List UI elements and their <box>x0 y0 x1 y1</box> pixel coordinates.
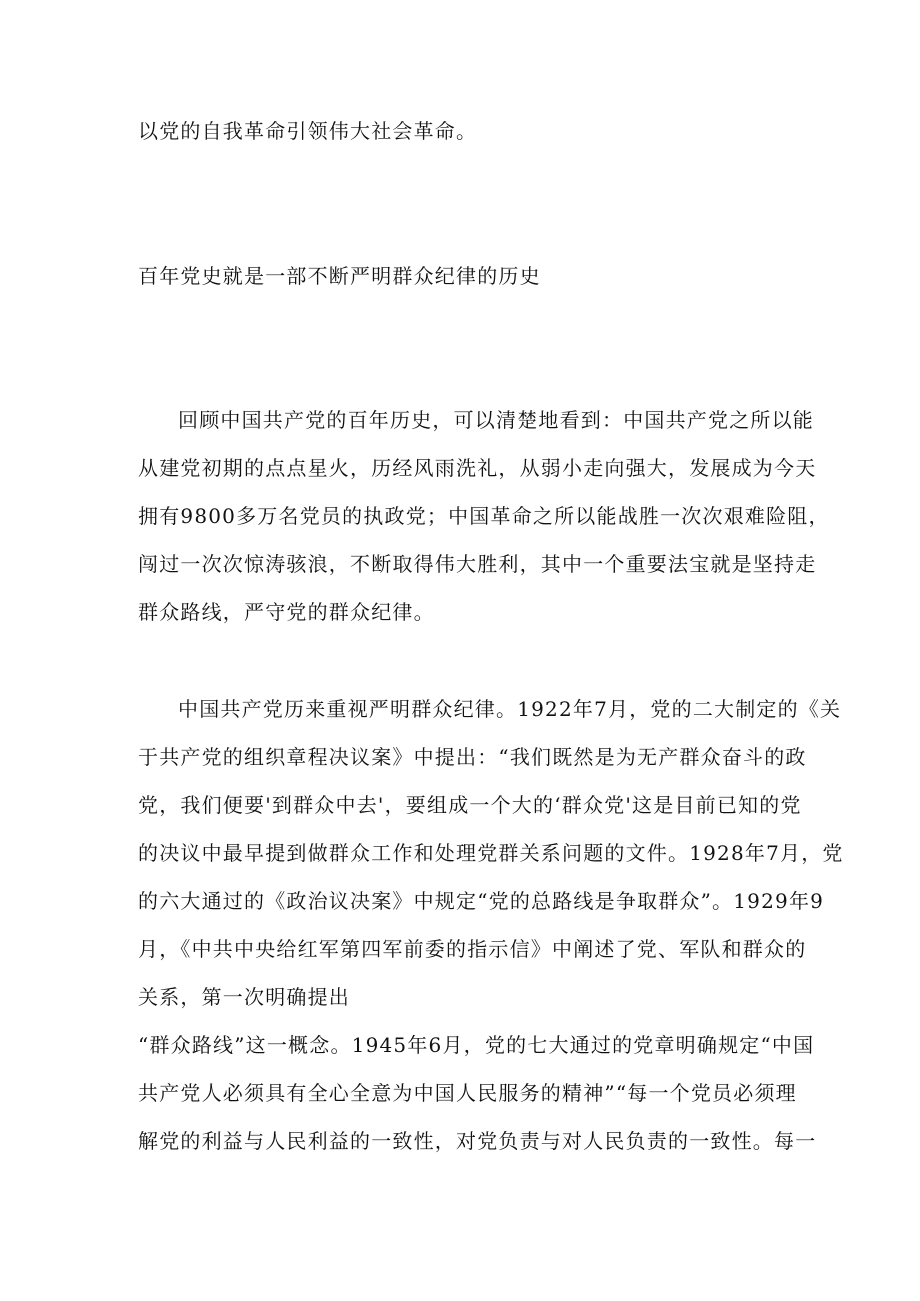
paragraph-line: 回顾中国共产党的百年历史，可以清楚地看到：中国共产党之所以能 <box>178 408 814 432</box>
paragraph-line: 群众路线，严守党的群众纪律。 <box>138 600 435 624</box>
paragraph-line: 共产党人必须具有全心全意为中国人民服务的精神”“每一个党员必须理 <box>138 1081 797 1105</box>
paragraph-line: 的决议中最早提到做群众工作和处理党群关系问题的文件。1928年7月，党 <box>138 841 844 865</box>
paragraph-line: 月，《中共中央给红军第四军前委的指示信》中阐述了党、军队和群众的 <box>138 937 807 961</box>
paragraph-line: 解党的利益与人民利益的一致性，对党负责与对人民负责的一致性。每一 <box>138 1129 817 1153</box>
paragraph-line: 于共产党的组织章程决议案》中提出：“我们既然是为无产群众奋斗的政 <box>138 745 807 769</box>
paragraph-line: “群众路线”这一概念。1945年6月，党的七大通过的党章明确规定“中国 <box>138 1033 815 1057</box>
paragraph-line: 的六大通过的《政治议决案》中规定“党的总路线是争取群众”。1929年9 <box>138 889 825 913</box>
intro-line: 以党的自我革命引领伟大社会革命。 <box>138 119 478 143</box>
paragraph-line: 党，我们便要'到群众中去'，要组成一个大的‘群众党'这是目前已知的党 <box>138 793 802 817</box>
paragraph-line: 中国共产党历来重视严明群众纪律。1922年7月，党的二大制定的《关 <box>178 697 842 721</box>
paragraph-line: 闯过一次次惊涛骇浪，不断取得伟大胜利，其中一个重要法宝就是坚持走 <box>138 552 817 576</box>
paragraph-line: 关系，第一次明确提出 <box>138 985 350 1009</box>
paragraph-line: 从建党初期的点点星火，历经风雨洗礼，从弱小走向强大，发展成为今天 <box>138 456 817 480</box>
section-heading: 百年党史就是一部不断严明群众纪律的历史 <box>138 264 541 288</box>
paragraph-line: 拥有9800多万名党员的执政党；中国革命之所以能战胜一次次艰难险阻， <box>138 504 830 528</box>
